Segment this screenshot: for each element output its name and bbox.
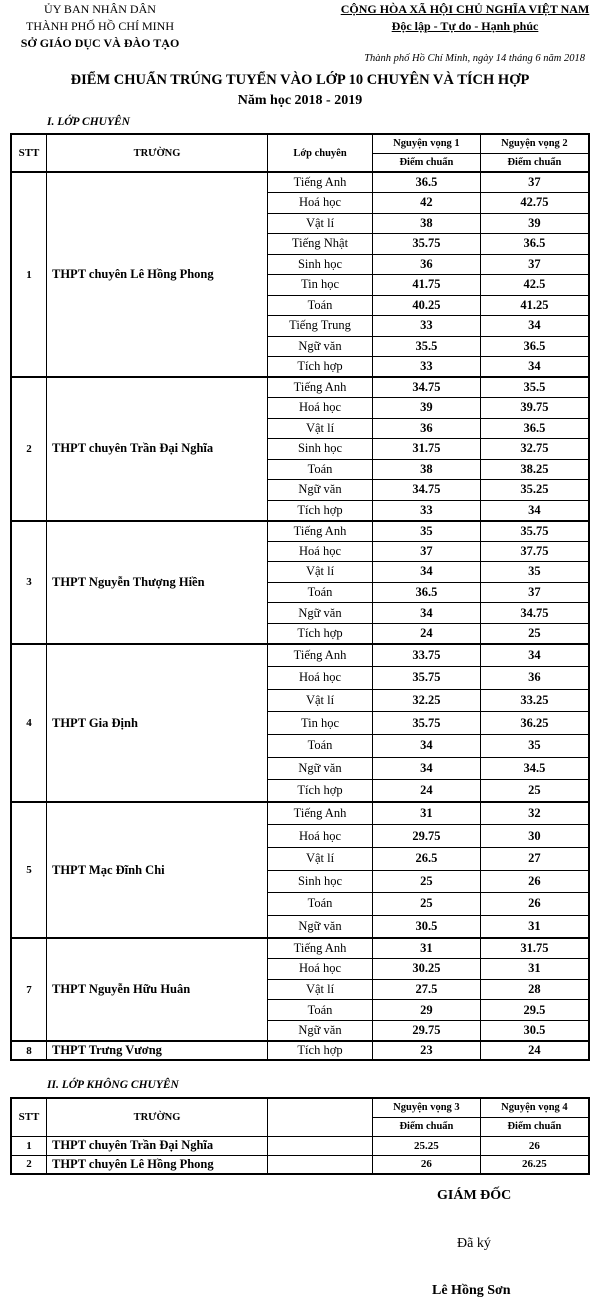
class-name: Vật lí (268, 689, 373, 712)
school-name: THPT chuyên Lê Hồng Phong (47, 172, 268, 377)
class-name: Vật lí (268, 213, 373, 234)
score-nv1: 34 (373, 562, 481, 583)
class-name: Vật lí (268, 847, 373, 870)
th2-score-nv4: Điểm chuẩn (480, 1117, 589, 1136)
score-nv1: 34.75 (373, 480, 481, 501)
score-nv1: 24 (373, 623, 481, 644)
score-nv1: 32.25 (373, 689, 481, 712)
school-stt: 4 (11, 644, 47, 802)
table-row (11, 644, 589, 667)
school-stt: 7 (11, 938, 47, 1041)
class-name: Tiếng Anh (268, 802, 373, 825)
score-nv2: 35 (480, 562, 589, 583)
signature-signed: Đã ký (457, 1236, 491, 1251)
score-nv1: 31 (373, 802, 481, 825)
th-nv2: Nguyện vọng 2 (480, 134, 589, 153)
header-left-line1: ỦY BAN NHÂN DÂN (44, 2, 156, 16)
school-stt: 2 (11, 377, 47, 521)
score-nv2: 34.5 (480, 757, 589, 780)
class-name: Hoá học (268, 958, 373, 979)
class-name: Vật lí (268, 562, 373, 583)
header-right (330, 1, 600, 35)
score-nv1: 29.75 (373, 825, 481, 848)
th-score-nv2: Điểm chuẩn (480, 153, 589, 172)
score-nv2: 38.25 (480, 459, 589, 480)
signature-role: GIÁM ĐỐC (437, 1188, 512, 1203)
score-nv2: 27 (480, 847, 589, 870)
class-name: Ngữ văn (268, 336, 373, 357)
score-nv3: 25.25 (373, 1136, 481, 1155)
score-nv1: 33 (373, 500, 481, 521)
score-nv2: 33.25 (480, 689, 589, 712)
score-nv1: 35.75 (373, 667, 481, 690)
score-nv2: 36.5 (480, 234, 589, 255)
score-nv2: 35.5 (480, 377, 589, 398)
class-name: Tiếng Anh (268, 644, 373, 667)
score-nv2: 29.5 (480, 1000, 589, 1021)
row-stt: 2 (11, 1155, 47, 1174)
score-nv2: 34 (480, 316, 589, 337)
score-nv1: 25 (373, 893, 481, 916)
score-nv1: 34 (373, 734, 481, 757)
header-right-line2: Độc lập - Tự do - Hạnh phúc (391, 19, 539, 33)
class-name: Tiếng Anh (268, 938, 373, 959)
table-row (11, 938, 589, 959)
signature-name: Lê Hồng Sơn (432, 1283, 511, 1298)
school-name: THPT Trưng Vương (47, 1041, 268, 1060)
score-nv2: 39 (480, 213, 589, 234)
th-school: TRƯỜNG (47, 134, 268, 172)
score-nv2: 39.75 (480, 398, 589, 419)
class-name: Toán (268, 734, 373, 757)
school-name: THPT Gia Định (47, 644, 268, 802)
class-name: Sinh học (268, 254, 373, 275)
class-name: Vật lí (268, 979, 373, 1000)
header-left-line2: THÀNH PHỐ HỒ CHÍ MINH (26, 19, 174, 33)
table-row (11, 1155, 589, 1174)
score-nv1: 42 (373, 193, 481, 214)
score-nv2: 36 (480, 667, 589, 690)
table-row (11, 377, 589, 398)
score-nv2: 41.25 (480, 295, 589, 316)
school-name: THPT Nguyễn Thượng Hiền (47, 521, 268, 645)
page-title: ĐIỂM CHUẨN TRÚNG TUYỂN VÀO LỚP 10 CHUYÊN VÀ TÍCH HỢP (70, 72, 530, 88)
score-nv1: 38 (373, 213, 481, 234)
table-row (11, 802, 589, 825)
header-right-line1: CỘNG HÒA XÃ HỘI CHỦ NGHĨA VIỆT NAM (340, 2, 590, 16)
score-nv2: 34 (480, 500, 589, 521)
page-subtitle: Năm học 2018 - 2019 (237, 93, 363, 108)
score-nv2: 37 (480, 254, 589, 275)
class-name: Tích hợp (268, 500, 373, 521)
class-name: Ngữ văn (268, 603, 373, 624)
score-nv2: 36.5 (480, 418, 589, 439)
th2-blank (268, 1098, 373, 1136)
class-name: Hoá học (268, 667, 373, 690)
class-name: Tiếng Trung (268, 316, 373, 337)
class-name: Ngữ văn (268, 757, 373, 780)
score-nv2: 28 (480, 979, 589, 1000)
score-nv1: 26.5 (373, 847, 481, 870)
score-nv1: 31 (373, 938, 481, 959)
score-nv4: 26.25 (480, 1155, 589, 1174)
section1-label: I. LỚP CHUYÊN (47, 116, 130, 128)
class-name: Tiếng Anh (268, 172, 373, 193)
score-nv1: 34.75 (373, 377, 481, 398)
score-nv4: 26 (480, 1136, 589, 1155)
class-name: Tiếng Anh (268, 521, 373, 542)
school-stt: 1 (11, 172, 47, 377)
class-name: Toán (268, 582, 373, 603)
score-nv1: 40.25 (373, 295, 481, 316)
score-nv2: 34 (480, 644, 589, 667)
header-left-line3: SỞ GIÁO DỤC VÀ ĐÀO TẠO (20, 36, 180, 50)
score-nv1: 35.75 (373, 712, 481, 735)
score-nv2: 26 (480, 893, 589, 916)
table-row (11, 521, 589, 542)
non-specialized-table (10, 1097, 590, 1175)
score-nv1: 36.5 (373, 172, 481, 193)
score-nv1: 23 (373, 1041, 481, 1060)
score-nv1: 34 (373, 757, 481, 780)
score-nv2: 25 (480, 780, 589, 803)
th-stt: STT (11, 134, 47, 172)
school-stt: 3 (11, 521, 47, 645)
score-nv1: 33 (373, 316, 481, 337)
score-nv2: 35 (480, 734, 589, 757)
class-name: Tiếng Nhật (268, 234, 373, 255)
table-row (11, 1041, 589, 1060)
class-name: Tin học (268, 712, 373, 735)
class-name: Ngữ văn (268, 1021, 373, 1042)
score-nv2: 35.25 (480, 480, 589, 501)
specialized-table (10, 133, 590, 1061)
score-nv2: 36.25 (480, 712, 589, 735)
class-name: Hoá học (268, 398, 373, 419)
table-row (11, 172, 589, 193)
row-stt: 1 (11, 1136, 47, 1155)
document-date: Thành phố Hồ Chí Minh, ngày 14 tháng 6 năm 2018 (364, 53, 585, 64)
th2-nv4: Nguyện vọng 4 (480, 1098, 589, 1117)
class-name: Tích hợp (268, 780, 373, 803)
score-nv3: 26 (373, 1155, 481, 1174)
score-nv2: 32 (480, 802, 589, 825)
score-nv2: 36.5 (480, 336, 589, 357)
score-nv2: 42.75 (480, 193, 589, 214)
score-nv2: 37.75 (480, 541, 589, 562)
score-nv1: 27.5 (373, 979, 481, 1000)
th-class: Lớp chuyên (268, 134, 373, 172)
score-nv2: 31 (480, 958, 589, 979)
class-name: Sinh học (268, 870, 373, 893)
class-name: Ngữ văn (268, 915, 373, 938)
score-nv1: 36 (373, 418, 481, 439)
table-row (11, 1136, 589, 1155)
school-stt: 8 (11, 1041, 47, 1060)
score-nv1: 29 (373, 1000, 481, 1021)
score-nv2: 26 (480, 870, 589, 893)
th2-stt: STT (11, 1098, 47, 1136)
class-name: Hoá học (268, 193, 373, 214)
class-name: Tiếng Anh (268, 377, 373, 398)
score-nv1: 30.25 (373, 958, 481, 979)
class-name: Hoá học (268, 825, 373, 848)
score-nv2: 37 (480, 172, 589, 193)
score-nv1: 33.75 (373, 644, 481, 667)
class-name: Tích hợp (268, 623, 373, 644)
score-nv1: 24 (373, 780, 481, 803)
class-name: Hoá học (268, 541, 373, 562)
class-name: Vật lí (268, 418, 373, 439)
score-nv2: 35.75 (480, 521, 589, 542)
score-nv2: 24 (480, 1041, 589, 1060)
class-name: Toán (268, 1000, 373, 1021)
class-name: Tích hợp (268, 1041, 373, 1060)
score-nv1: 34 (373, 603, 481, 624)
row-blank (268, 1136, 373, 1155)
score-nv2: 34 (480, 357, 589, 378)
score-nv1: 41.75 (373, 275, 481, 296)
score-nv2: 37 (480, 582, 589, 603)
score-nv1: 35 (373, 521, 481, 542)
school-stt: 5 (11, 802, 47, 938)
score-nv2: 30.5 (480, 1021, 589, 1042)
school-name: THPT Mạc Đĩnh Chi (47, 802, 268, 938)
header-left (0, 1, 200, 52)
row-blank (268, 1155, 373, 1174)
th2-nv3: Nguyện vọng 3 (373, 1098, 481, 1117)
score-nv2: 25 (480, 623, 589, 644)
class-name: Sinh học (268, 439, 373, 460)
th2-score-nv3: Điểm chuẩn (373, 1117, 481, 1136)
score-nv1: 30.5 (373, 915, 481, 938)
class-name: Ngữ văn (268, 480, 373, 501)
section2-label: II. LỚP KHÔNG CHUYÊN (47, 1079, 179, 1091)
score-nv1: 25 (373, 870, 481, 893)
class-name: Toán (268, 893, 373, 916)
score-nv1: 36 (373, 254, 481, 275)
score-nv2: 31 (480, 915, 589, 938)
score-nv1: 35.75 (373, 234, 481, 255)
score-nv2: 30 (480, 825, 589, 848)
score-nv1: 35.5 (373, 336, 481, 357)
score-nv1: 37 (373, 541, 481, 562)
score-nv1: 36.5 (373, 582, 481, 603)
class-name: Toán (268, 459, 373, 480)
row-school-name: THPT chuyên Lê Hồng Phong (47, 1155, 268, 1174)
score-nv2: 42.5 (480, 275, 589, 296)
score-nv2: 31.75 (480, 938, 589, 959)
class-name: Toán (268, 295, 373, 316)
class-name: Tích hợp (268, 357, 373, 378)
school-name: THPT chuyên Trần Đại Nghĩa (47, 377, 268, 521)
score-nv1: 38 (373, 459, 481, 480)
score-nv2: 34.75 (480, 603, 589, 624)
th-score-nv1: Điểm chuẩn (373, 153, 481, 172)
row-school-name: THPT chuyên Trần Đại Nghĩa (47, 1136, 268, 1155)
school-name: THPT Nguyễn Hữu Huân (47, 938, 268, 1041)
score-nv1: 29.75 (373, 1021, 481, 1042)
score-nv1: 33 (373, 357, 481, 378)
score-nv1: 31.75 (373, 439, 481, 460)
th-nv1: Nguyện vọng 1 (373, 134, 481, 153)
class-name: Tin học (268, 275, 373, 296)
th2-school: TRƯỜNG (47, 1098, 268, 1136)
score-nv2: 32.75 (480, 439, 589, 460)
score-nv1: 39 (373, 398, 481, 419)
